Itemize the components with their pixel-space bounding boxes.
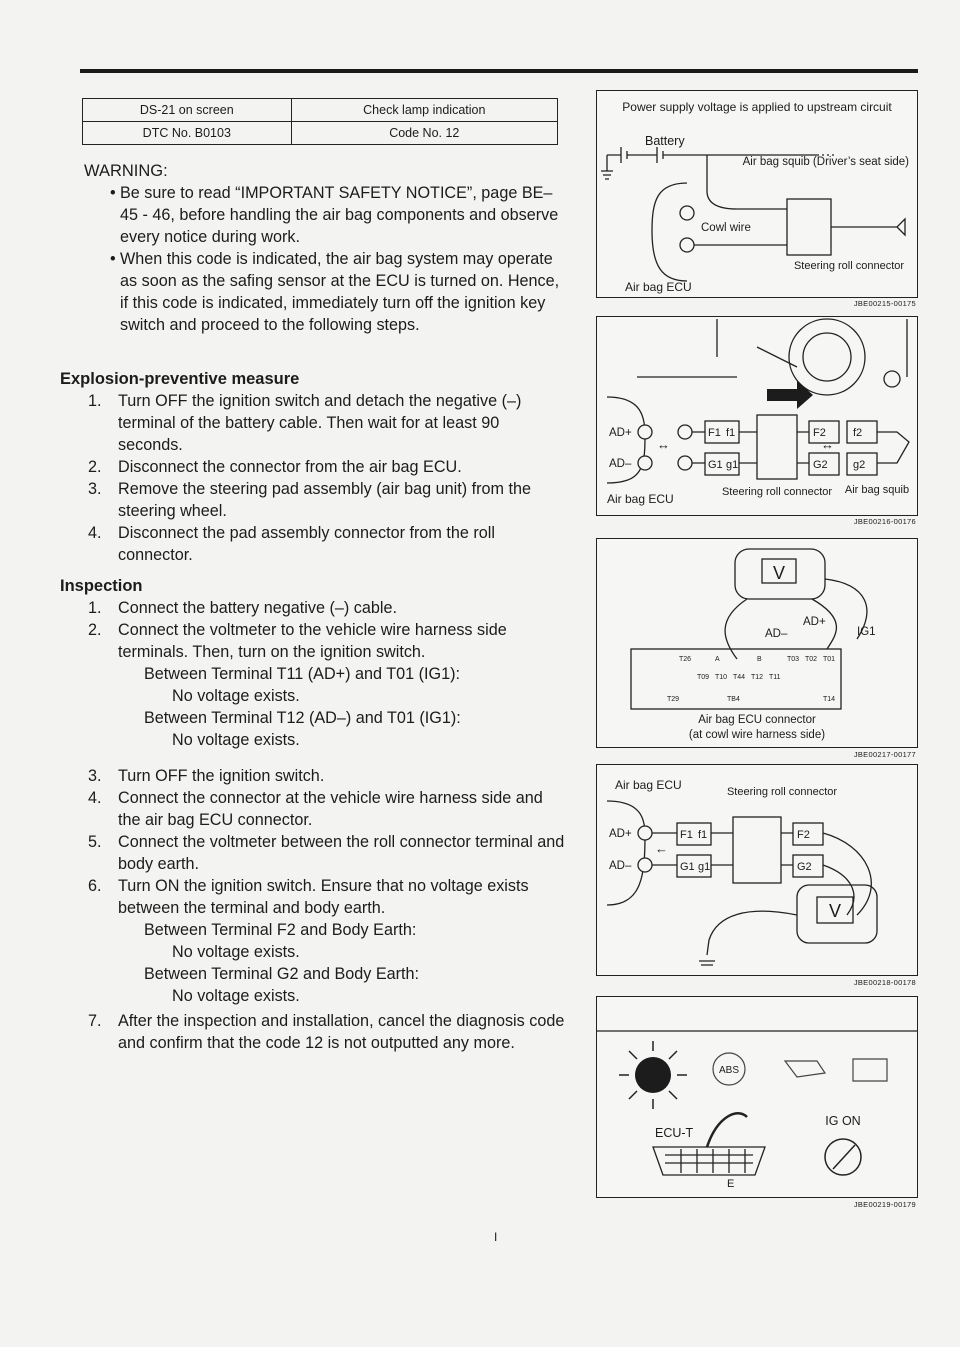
roll-connector-label: Steering roll connector xyxy=(793,260,905,272)
terminal-label: T12 xyxy=(751,674,764,681)
terminal-label: TB4 xyxy=(727,696,740,703)
figure-id: JBE00215-00175 xyxy=(853,299,916,308)
terminal-label: T02 xyxy=(805,656,818,663)
step-number: 3. xyxy=(88,480,102,498)
step-item xyxy=(60,765,566,787)
terminal-label: T29 xyxy=(667,696,680,703)
step-number: 4. xyxy=(88,789,102,807)
step-item xyxy=(60,478,566,522)
step-number: 6. xyxy=(88,877,102,895)
step-text: Connect the voltmeter to the vehicle wire harness side terminals. Then, turn on the ignition switch. xyxy=(118,621,507,661)
adm-label: AD– xyxy=(765,628,788,640)
table-cell: DTC No. B0103 xyxy=(83,122,292,145)
caption-line: Air bag ECU connector xyxy=(698,714,816,726)
table-cell: DS-21 on screen xyxy=(83,99,292,122)
terminal-label: T11 xyxy=(769,674,781,681)
diagnosis-connector-icon xyxy=(653,1147,765,1175)
step-item xyxy=(60,875,566,919)
terminal-label: G1 xyxy=(680,861,695,873)
check-between: Between Terminal T12 (AD–) and T01 (IG1): xyxy=(144,709,461,727)
table-row xyxy=(83,99,558,122)
terminal-label: F1 xyxy=(680,829,693,841)
step-item xyxy=(60,522,566,566)
dtc-table xyxy=(82,98,558,145)
inspection-block-c xyxy=(60,1010,566,1054)
voltmeter-v-label: V xyxy=(772,563,786,583)
step-number: 1. xyxy=(88,392,102,410)
terminal-label: f2 xyxy=(853,427,863,439)
step-text: Turn OFF the ignition switch. xyxy=(118,767,325,785)
step-text: Disconnect the pad assembly connector from the roll connector. xyxy=(118,524,495,564)
section-heading: Inspection xyxy=(60,577,143,595)
table-cell: Code No. 12 xyxy=(291,122,557,145)
figure-id: JBE00219-00179 xyxy=(853,1200,916,1209)
warning-text: When this code is indicated, the air bag system may operate as soon as the safing sensor at the ECU is turned on. Hence, if this code is indicated, immediately turn off the ignition key switch and proceed to the following steps. xyxy=(120,250,560,334)
oil-lamp-icon xyxy=(785,1061,825,1077)
terminal-label: T03 xyxy=(787,656,800,663)
figure-connector-disconnect xyxy=(596,316,918,516)
ecut-label: ECU-T xyxy=(655,1126,694,1140)
step-text: Turn ON the ignition switch. Ensure that no voltage exists between the terminal and body earth. xyxy=(118,877,529,917)
warning-lamp-icon xyxy=(619,1041,687,1109)
squib-label: Air bag squib (Driver’s seat side) xyxy=(742,156,909,168)
adm-label: AD– xyxy=(609,458,632,470)
terminal-label: T14 xyxy=(823,696,836,703)
terminal-label: G2 xyxy=(797,861,812,873)
terminal-label: g1 xyxy=(726,459,739,471)
separate-arrows-icon: ↔ xyxy=(657,437,670,452)
step-number: 3. xyxy=(88,767,102,785)
step-number: 7. xyxy=(88,1012,102,1030)
warning-title: WARNING: xyxy=(84,162,168,180)
terminal-label: T09 xyxy=(697,674,710,681)
table-row xyxy=(83,122,558,145)
ecu-label: Air bag ECU xyxy=(625,280,692,294)
ig-on-label: IG ON xyxy=(825,1114,861,1128)
ecu-label: Air bag ECU xyxy=(607,492,674,506)
step-item xyxy=(60,787,566,831)
step-number: 1. xyxy=(88,599,102,617)
step-item xyxy=(60,831,566,875)
check-between: Between Terminal G2 and Body Earth: xyxy=(144,965,420,983)
check-result: No voltage exists. xyxy=(172,987,300,1005)
adp-label: AD+ xyxy=(609,427,632,439)
terminal-label: A xyxy=(715,656,720,663)
step-text: Disconnect the connector from the air bag ECU. xyxy=(118,458,462,476)
warning-block xyxy=(60,160,566,336)
terminal-label: T44 xyxy=(733,674,746,681)
table-cell: Check lamp indication xyxy=(291,99,557,122)
step-item xyxy=(60,597,566,619)
figure-id: JBE00217-00177 xyxy=(853,750,916,759)
step-item xyxy=(60,619,566,663)
page-number: I xyxy=(494,1230,498,1244)
battery-label: Battery xyxy=(645,134,685,148)
check-result: No voltage exists. xyxy=(172,731,300,749)
step-number: 4. xyxy=(88,524,102,542)
inspection-block-a xyxy=(60,575,566,751)
adp-label: AD+ xyxy=(609,828,632,840)
roll-connector-label: Steering roll connector xyxy=(721,486,833,498)
abs-label: ABS xyxy=(718,1065,740,1076)
steering-wheel-drawing xyxy=(637,319,907,395)
terminal-grid xyxy=(667,656,835,703)
figure-roll-connector-test xyxy=(596,764,918,976)
step-number: 2. xyxy=(88,458,102,476)
figure-power-supply xyxy=(596,90,918,298)
terminal-label: g1 xyxy=(698,861,711,873)
inspection-block-b xyxy=(60,765,566,1007)
squib-label: Air bag squib xyxy=(844,484,910,496)
terminal-label: G2 xyxy=(813,459,828,471)
terminal-label: B xyxy=(757,656,762,663)
warning-text: Be sure to read “IMPORTANT SAFETY NOTICE”, page BE–45 - 46, before handling the air bag components and observe every notice during work. xyxy=(120,184,559,246)
figure-ecu-connector-test xyxy=(596,538,918,748)
figure-id: JBE00218-00178 xyxy=(853,978,916,987)
roll-connector-label: Steering roll connector xyxy=(726,786,838,798)
step-number: 5. xyxy=(88,833,102,851)
e-label: E xyxy=(727,1178,735,1190)
step-item xyxy=(60,1010,566,1054)
jumper-wire xyxy=(707,1113,747,1147)
check-result: No voltage exists. xyxy=(172,687,300,705)
ig1-label: IG1 xyxy=(857,626,876,638)
explosion-block xyxy=(60,368,566,566)
circuit-lines xyxy=(607,801,877,965)
adm-label: AD– xyxy=(609,860,632,872)
check-result: No voltage exists. xyxy=(172,943,300,961)
ignition-key-icon xyxy=(825,1139,861,1175)
arrow-icon xyxy=(767,381,813,409)
section-heading: Explosion-preventive measure xyxy=(60,370,300,388)
terminal-label: g2 xyxy=(853,459,866,471)
engine-lamp-icon xyxy=(853,1059,887,1081)
step-item xyxy=(60,390,566,456)
warning-bullet: • Be sure to read “IMPORTANT SAFETY NOTICE”, page BE–45 - 46, before handling the air bag components and observe every notice during work. xyxy=(110,184,559,246)
terminal-label: F2 xyxy=(797,829,810,841)
caption-line: (at cowl wire harness side) xyxy=(688,729,826,741)
step-text: Turn OFF the ignition switch and detach the negative (–) terminal of the battery cable. Then wait for at least 90 seconds. xyxy=(118,392,522,454)
step-text: After the inspection and installation, cancel the diagnosis code and confirm that the code 12 is not outputted any more. xyxy=(118,1012,565,1052)
figure-title: Power supply voltage is applied to upstream circuit xyxy=(622,100,892,114)
separate-arrows-icon: ↔ xyxy=(821,437,834,452)
terminal-label: T26 xyxy=(679,656,692,663)
step-text: Connect the voltmeter between the roll connector terminal and body earth. xyxy=(118,833,565,873)
arrow-left-icon: ← xyxy=(655,841,668,856)
step-text: Connect the battery negative (–) cable. xyxy=(118,599,397,617)
check-between: Between Terminal F2 and Body Earth: xyxy=(144,921,417,939)
check-between: Between Terminal T11 (AD+) and T01 (IG1): xyxy=(144,665,460,683)
step-number: 2. xyxy=(88,621,102,639)
figure-code-cancel xyxy=(596,996,918,1198)
ecu-label: Air bag ECU xyxy=(615,778,682,792)
step-text: Connect the connector at the vehicle wire harness side and the air bag ECU connector. xyxy=(118,789,543,829)
adp-label: AD+ xyxy=(803,616,826,628)
top-rule xyxy=(80,69,918,73)
terminal-label: f1 xyxy=(726,427,736,439)
terminal-label: T10 xyxy=(715,674,728,681)
voltmeter-v-label: V xyxy=(828,901,842,921)
warning-bullet: • When this code is indicated, the air bag system may operate as soon as the safing sensor at the ECU is turned on. Hence, if this code is indicated, immediately turn off the ignition key switch and proceed to the following steps. xyxy=(110,250,560,334)
terminal-label: F2 xyxy=(813,427,826,439)
figure-id: JBE00216-00176 xyxy=(853,517,916,526)
terminal-label: f1 xyxy=(698,829,708,841)
terminal-label: T01 xyxy=(823,656,836,663)
voltmeter-drawing xyxy=(631,549,867,709)
terminal-label: F1 xyxy=(708,427,721,439)
step-text: Remove the steering pad assembly (air bag unit) from the steering wheel. xyxy=(118,480,531,520)
terminal-label: G1 xyxy=(708,459,723,471)
step-item xyxy=(60,456,566,478)
cowl-wire-label: Cowl wire xyxy=(701,222,751,234)
